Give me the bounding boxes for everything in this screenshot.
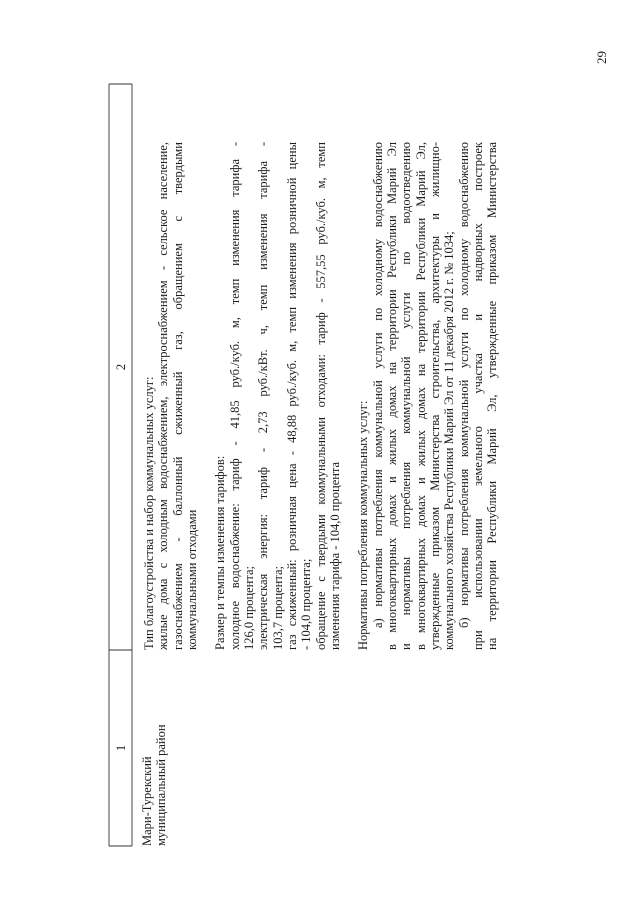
text-line: коммунального хозяйства Республики Марий Эл от 11 декабря 2012 г. № 1034; (442, 231, 457, 650)
text-line: жилые дома с холодным водоснабжением, электроснабжением - сельское население, (156, 142, 171, 650)
col-header-1 (109, 650, 133, 846)
text-line: Тип благоустройства и набор коммунальных услуг: (142, 376, 156, 650)
text-line: а) нормативы потребления коммунальной услуги по холодному водоснабжению (370, 142, 385, 628)
page-number: 29 (594, 51, 609, 65)
text-line: коммунальными отходами (184, 509, 199, 650)
description-cell (142, 142, 602, 650)
text-line: утвержденные приказом Министерства строительства, архитектуры и жилищно- (427, 142, 442, 650)
text-line: Размер и темпы изменения тарифов: (213, 455, 228, 650)
text-line: б) нормативы потребления коммунальной услуги по холодному водоснабжению (456, 142, 471, 628)
text-line: при использовании земельного участка и надворных построек (470, 142, 485, 650)
district-line: муниципальный район (154, 724, 169, 846)
col-header-2-label: 2 (114, 363, 128, 371)
col-header-2 (109, 84, 133, 650)
text-line: изменения тарифа - 104,0 процента (327, 461, 342, 650)
text-line: газ сжиженный: розничная цена - 48,88 руб./куб. м, темп изменения розничной цены (284, 142, 299, 650)
text-line: обращение с твердыми коммунальными отходами: тариф - 557,55 руб./куб. м, темп (313, 142, 328, 650)
text-line: холодное водоснабжение: тариф - 41,85 руб./куб. м, темп изменения тарифа - (227, 142, 242, 650)
district-line: Мари-Турекский (140, 756, 154, 846)
section-gap (342, 142, 356, 650)
text-line: на территории Республики Марий Эл, утвержденные приказом Министерства (485, 142, 500, 650)
text-line: 126,0 процента; (242, 565, 257, 650)
col-header-1-label: 1 (114, 744, 128, 752)
text-line: и нормативы потребления коммунальной услуги по водоотведению (399, 142, 414, 650)
section-gap (199, 142, 213, 650)
text-line: 103,7 процента; (270, 565, 285, 650)
district-cell (140, 650, 180, 846)
text-line: электрическая энергия: тариф - 2,73 руб./кВт. ч, темп изменения тарифа - (256, 142, 271, 650)
text-line: Нормативы потребления коммунальных услуг: (356, 400, 371, 650)
text-line: в многоквартирных домах и жилых домах на территории Республики Марий Эл, (413, 142, 428, 650)
text-line: в многоквартирных домах и жилых домах на территории Республики Марий Эл (385, 142, 400, 650)
text-line: газоснабжением - баллонный сжиженный газ, обращением с твердыми (170, 142, 185, 650)
text-line: - 104,0 процента; (299, 558, 314, 650)
